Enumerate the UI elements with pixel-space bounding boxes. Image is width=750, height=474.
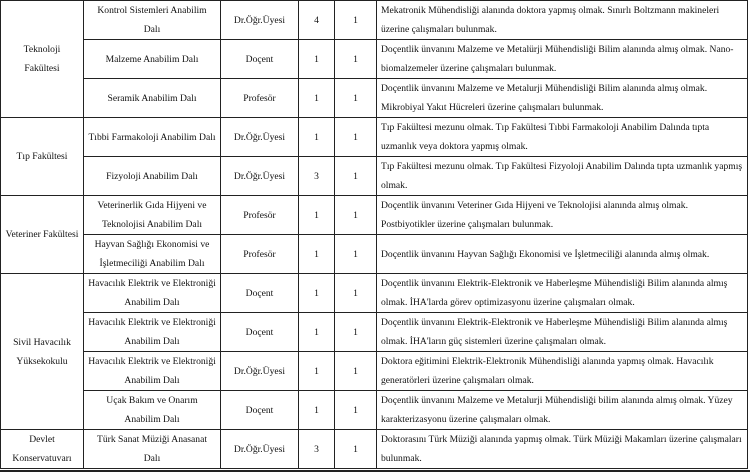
count-cell: 1 — [299, 40, 335, 79]
count-cell: 1 — [299, 235, 335, 274]
title-cell: Dr.Öğr.Üyesi — [221, 157, 299, 196]
requirement-cell: Doçentlik ünvanını Veteriner Gıda Hijyeni ve Teknolojisi alanında almış olmak. Postbiyotikler üzerine çalışmaları bulunmak. — [377, 196, 748, 235]
department-cell: Uçak Bakım ve Onarım Anabilim Dalı — [84, 391, 221, 430]
title-cell: Doçent — [221, 274, 299, 313]
department-cell: Fizyoloji Anabilim Dalı — [84, 157, 221, 196]
quota-cell: 1 — [335, 430, 377, 469]
requirement-cell: Doçentlik ünvanını Hayvan Sağlığı Ekonomisi ve İşletmeciliği alanında almış olmak. — [377, 235, 748, 274]
quota-cell: 1 — [335, 352, 377, 391]
table-row — [1, 391, 748, 430]
quota-cell: 1 — [335, 196, 377, 235]
table-row — [1, 79, 748, 118]
title-cell: Profesör — [221, 196, 299, 235]
quota-cell: 1 — [335, 274, 377, 313]
department-cell: Tıbbi Farmakoloji Anabilim Dalı — [84, 118, 221, 157]
faculty-cell: Tıp Fakültesi — [1, 118, 84, 196]
table-row — [1, 1, 748, 40]
department-cell: Havacılık Elektrik ve Elektroniği Anabilim Dalı — [84, 313, 221, 352]
count-cell: 1 — [299, 118, 335, 157]
faculty-cell: Devlet Konservatuvarı — [1, 430, 84, 469]
count-cell: 1 — [299, 79, 335, 118]
quota-cell: 1 — [335, 118, 377, 157]
requirement-cell: Doçentlik ünvanını Malzeme ve Metalurji Mühendisliği Bilim alanında almış olmak. Mikrobiyal Yakıt Hücreleri üzerine çalışmaları bulunmak. — [377, 79, 748, 118]
title-cell: Dr.Öğr.Üyesi — [221, 430, 299, 469]
table-row — [1, 196, 748, 235]
table-body — [1, 1, 748, 469]
title-cell: Doçent — [221, 40, 299, 79]
quota-cell: 1 — [335, 313, 377, 352]
requirement-cell: Tıp Fakültesi mezunu olmak. Tıp Fakültesi Tıbbi Farmakoloji Anabilim Dalında tıpta uzmanlık veya doktora yapmış olmak. — [377, 118, 748, 157]
quota-cell: 1 — [335, 79, 377, 118]
count-cell: 1 — [299, 274, 335, 313]
requirement-cell: Doçentlik ünvanını Elektrik-Elektronik ve Haberleşme Mühendisliği Bilim alanında almış olmak. İHA'ların güç sistemleri üzerine çalışmaları olmak. — [377, 313, 748, 352]
count-cell: 3 — [299, 157, 335, 196]
quota-cell: 1 — [335, 1, 377, 40]
department-cell: Veterinerlik Gıda Hijyeni ve Teknolojisi Anabilim Dalı — [84, 196, 221, 235]
title-cell: Profesör — [221, 79, 299, 118]
department-cell: Havacılık Elektrik ve Elektroniği Anabilim Dalı — [84, 274, 221, 313]
department-cell: Hayvan Sağlığı Ekonomisi ve İşletmeciliği Anabilim Dalı — [84, 235, 221, 274]
table-row — [1, 352, 748, 391]
requirement-cell: Doçentlik ünvanını Malzeme ve Metalurji Mühendisliği bilim alanında almış olmak. Yüzey karakterizasyonu üzerine çalışmaları olmak. — [377, 391, 748, 430]
table-row — [1, 40, 748, 79]
title-cell: Profesör — [221, 235, 299, 274]
title-cell: Doçent — [221, 313, 299, 352]
table-row — [1, 235, 748, 274]
requirement-cell: Doktora eğitimini Elektrik-Elektronik Mühendisliği alanında yapmış olmak. Havacılık generatörleri üzerine çalışmaları olmak. — [377, 352, 748, 391]
department-cell: Kontrol Sistemleri Anabilim Dalı — [84, 1, 221, 40]
title-cell: Dr.Öğr.Üyesi — [221, 352, 299, 391]
requirement-cell: Doktorasını Türk Müziği alanında yapmış olmak. Türk Müziği Makamları üzerine çalışmaları bulunmak. — [377, 430, 748, 469]
department-cell: Havacılık Elektrik ve Elektroniği Anabilim Dalı — [84, 352, 221, 391]
requirement-cell: Doçentlik ünvanını Elektrik-Elektronik ve Haberleşme Mühendisliği Bilim alanında almış olmak. İHA'larda görev optimizasyonu üzerine çalışmaları olmak. — [377, 274, 748, 313]
title-cell: Doçent — [221, 391, 299, 430]
table-row — [1, 274, 748, 313]
bottom-divider — [0, 470, 750, 472]
title-cell: Dr.Öğr.Üyesi — [221, 1, 299, 40]
faculty-cell: Teknoloji Fakültesi — [1, 1, 84, 118]
count-cell: 4 — [299, 1, 335, 40]
faculty-cell: Veteriner Fakültesi — [1, 196, 84, 274]
count-cell: 1 — [299, 313, 335, 352]
requirement-cell: Tıp Fakültesi mezunu olmak. Tıp Fakültesi Fizyoloji Anabilim Dalında tıpta uzmanlık yapmış olmak. — [377, 157, 748, 196]
count-cell: 1 — [299, 391, 335, 430]
faculty-cell: Sivil Havacılık Yüksekokulu — [1, 274, 84, 430]
table-row — [1, 118, 748, 157]
count-cell: 1 — [299, 352, 335, 391]
quota-cell: 1 — [335, 235, 377, 274]
table-row — [1, 313, 748, 352]
count-cell: 1 — [299, 196, 335, 235]
department-cell: Seramik Anabilim Dalı — [84, 79, 221, 118]
count-cell: 3 — [299, 430, 335, 469]
requirement-cell: Mekatronik Mühendisliği alanında doktora yapmış olmak. Sınırlı Boltzmann makineleri üzerine çalışmaları bulunmak. — [377, 1, 748, 40]
requirement-cell: Doçentlik ünvanını Malzeme ve Metalürji Mühendisliği Bilim alanında almış olmak. Nano-biomalzemeler üzerine çalışmaları bulunmak. — [377, 40, 748, 79]
quota-cell: 1 — [335, 157, 377, 196]
table-row — [1, 157, 748, 196]
department-cell: Malzeme Anabilim Dalı — [84, 40, 221, 79]
department-cell: Türk Sanat Müziği Anasanat Dalı — [84, 430, 221, 469]
title-cell: Dr.Öğr.Üyesi — [221, 118, 299, 157]
quota-cell: 1 — [335, 40, 377, 79]
quota-cell: 1 — [335, 391, 377, 430]
table-row — [1, 430, 748, 469]
